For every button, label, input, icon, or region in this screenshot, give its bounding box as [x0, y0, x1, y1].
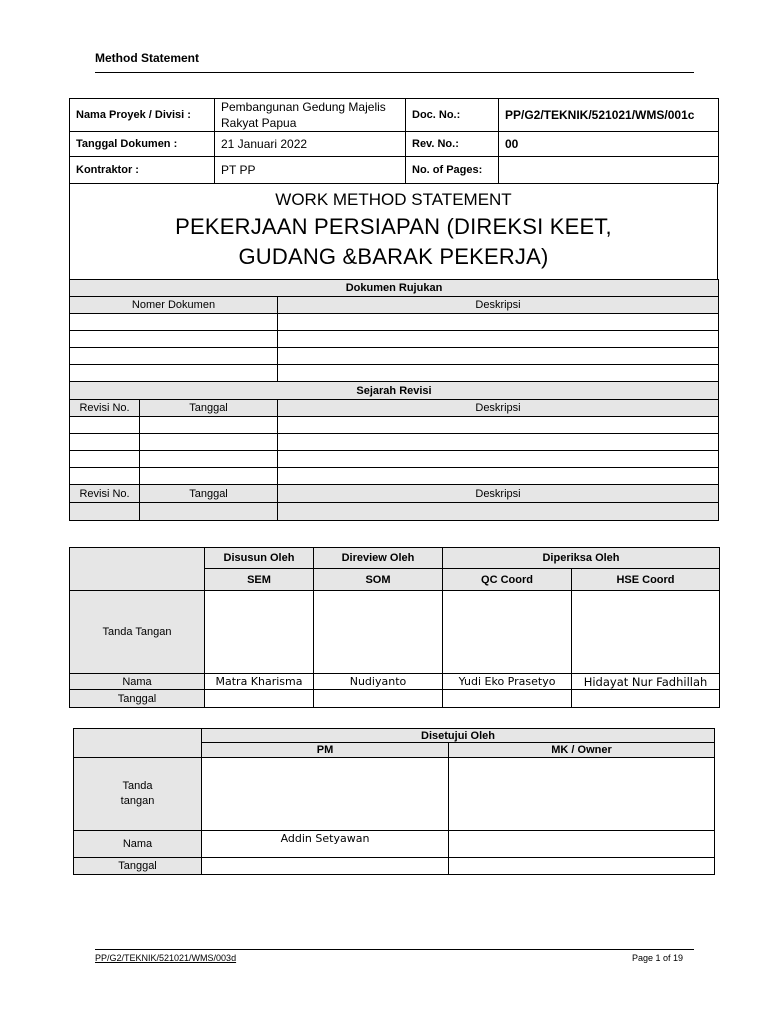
- table-row: [70, 468, 719, 485]
- sejarah-revisi-table: [69, 381, 719, 521]
- date-label: Tanggal Dokumen :: [70, 132, 215, 157]
- col-revisi-no: Revisi No.: [70, 485, 140, 503]
- dokumen-rujukan-table: [69, 279, 719, 382]
- tanggal-label: Tanggal: [74, 858, 202, 875]
- footer-doc-ref: PP/G2/TEKNIK/521021/WMS/003d: [95, 953, 237, 963]
- page-header-title: Method Statement: [95, 51, 200, 65]
- contractor-value: PT PP: [215, 157, 406, 184]
- tanda-tangan-label: [74, 758, 202, 831]
- col-nomer-dokumen: Nomer Dokumen: [70, 297, 278, 314]
- role-sem: SEM: [205, 569, 314, 591]
- col-deskripsi: Deskripsi: [278, 297, 719, 314]
- header-divider: [95, 72, 694, 73]
- nama-label: Nama: [74, 831, 202, 858]
- table-row: [70, 434, 719, 451]
- rev-no-label: Rev. No.:: [406, 132, 499, 157]
- table-row: [70, 348, 719, 365]
- signature-box-sem: [205, 591, 314, 674]
- role-qc-coord: QC Coord: [443, 569, 572, 591]
- signature-box-som: [314, 591, 443, 674]
- disetujui-oleh-header: Disetujui Oleh: [202, 729, 715, 743]
- signature-box-pm: [202, 758, 449, 831]
- project-value: Pembangunan Gedung Majelis Rakyat Papua: [215, 99, 406, 132]
- pages-label: No. of Pages:: [406, 157, 499, 184]
- name-sem: Matra Kharisma: [205, 674, 314, 690]
- col-tanggal: Tanggal: [140, 485, 278, 503]
- signature-box-mk: [449, 758, 715, 831]
- document-title: PEKERJAAN PERSIAPAN (DIREKSI KEET, GUDANG &BARAK PEKERJA): [175, 214, 612, 269]
- tanda-label-line1: Tanda: [122, 780, 153, 792]
- table-row: [70, 331, 719, 348]
- role-pm: PM: [202, 743, 449, 758]
- dokumen-rujukan-heading: Dokumen Rujukan: [70, 280, 719, 297]
- name-hse: Hidayat Nur Fadhillah: [572, 674, 720, 690]
- name-qc: Yudi Eko Prasetyo: [443, 674, 572, 690]
- tanggal-label: Tanggal: [70, 690, 205, 708]
- signature-box-hse: [572, 591, 720, 674]
- table-row: [70, 365, 719, 382]
- name-pm: Addin Setyawan: [202, 831, 449, 858]
- doc-no-value: PP/G2/TEKNIK/521021/WMS/001c: [499, 99, 719, 132]
- document-subtitle: WORK METHOD STATEMENT: [275, 190, 512, 209]
- contractor-label: Kontraktor :: [70, 157, 215, 184]
- pages-value: [499, 157, 719, 184]
- table-row: [70, 417, 719, 434]
- date-value: 21 Januari 2022: [215, 132, 406, 157]
- document-info-table: [69, 98, 719, 184]
- approval-table-2: [73, 728, 715, 875]
- role-hse-coord: HSE Coord: [572, 569, 720, 591]
- col-tanggal: Tanggal: [140, 400, 278, 417]
- table-row: [70, 503, 719, 521]
- role-mk-owner: MK / Owner: [449, 743, 715, 758]
- footer-page-number: Page 1 of 19: [632, 953, 684, 963]
- project-label: Nama Proyek / Divisi :: [70, 99, 215, 132]
- nama-label: Nama: [70, 674, 205, 690]
- direview-oleh-header: Direview Oleh: [314, 548, 443, 569]
- footer-divider: [95, 949, 694, 950]
- rev-no-value: 00: [499, 132, 719, 157]
- tanda-label-line2: tangan: [120, 795, 155, 807]
- disusun-oleh-header: Disusun Oleh: [205, 548, 314, 569]
- col-revisi-no: Revisi No.: [70, 400, 140, 417]
- diperiksa-oleh-header: Diperiksa Oleh: [443, 548, 720, 569]
- signature-box-qc: [443, 591, 572, 674]
- name-som: Nudiyanto: [314, 674, 443, 690]
- role-som: SOM: [314, 569, 443, 591]
- col-deskripsi: Deskripsi: [278, 400, 719, 417]
- approval-table-1: [69, 547, 720, 708]
- table-row: [70, 451, 719, 468]
- sejarah-revisi-heading: Sejarah Revisi: [70, 382, 719, 400]
- table-row: [70, 314, 719, 331]
- doc-no-label: Doc. No.:: [406, 99, 499, 132]
- col-deskripsi: Deskripsi: [278, 485, 719, 503]
- tanda-tangan-label: Tanda Tangan: [70, 591, 205, 674]
- title-block: [69, 184, 718, 280]
